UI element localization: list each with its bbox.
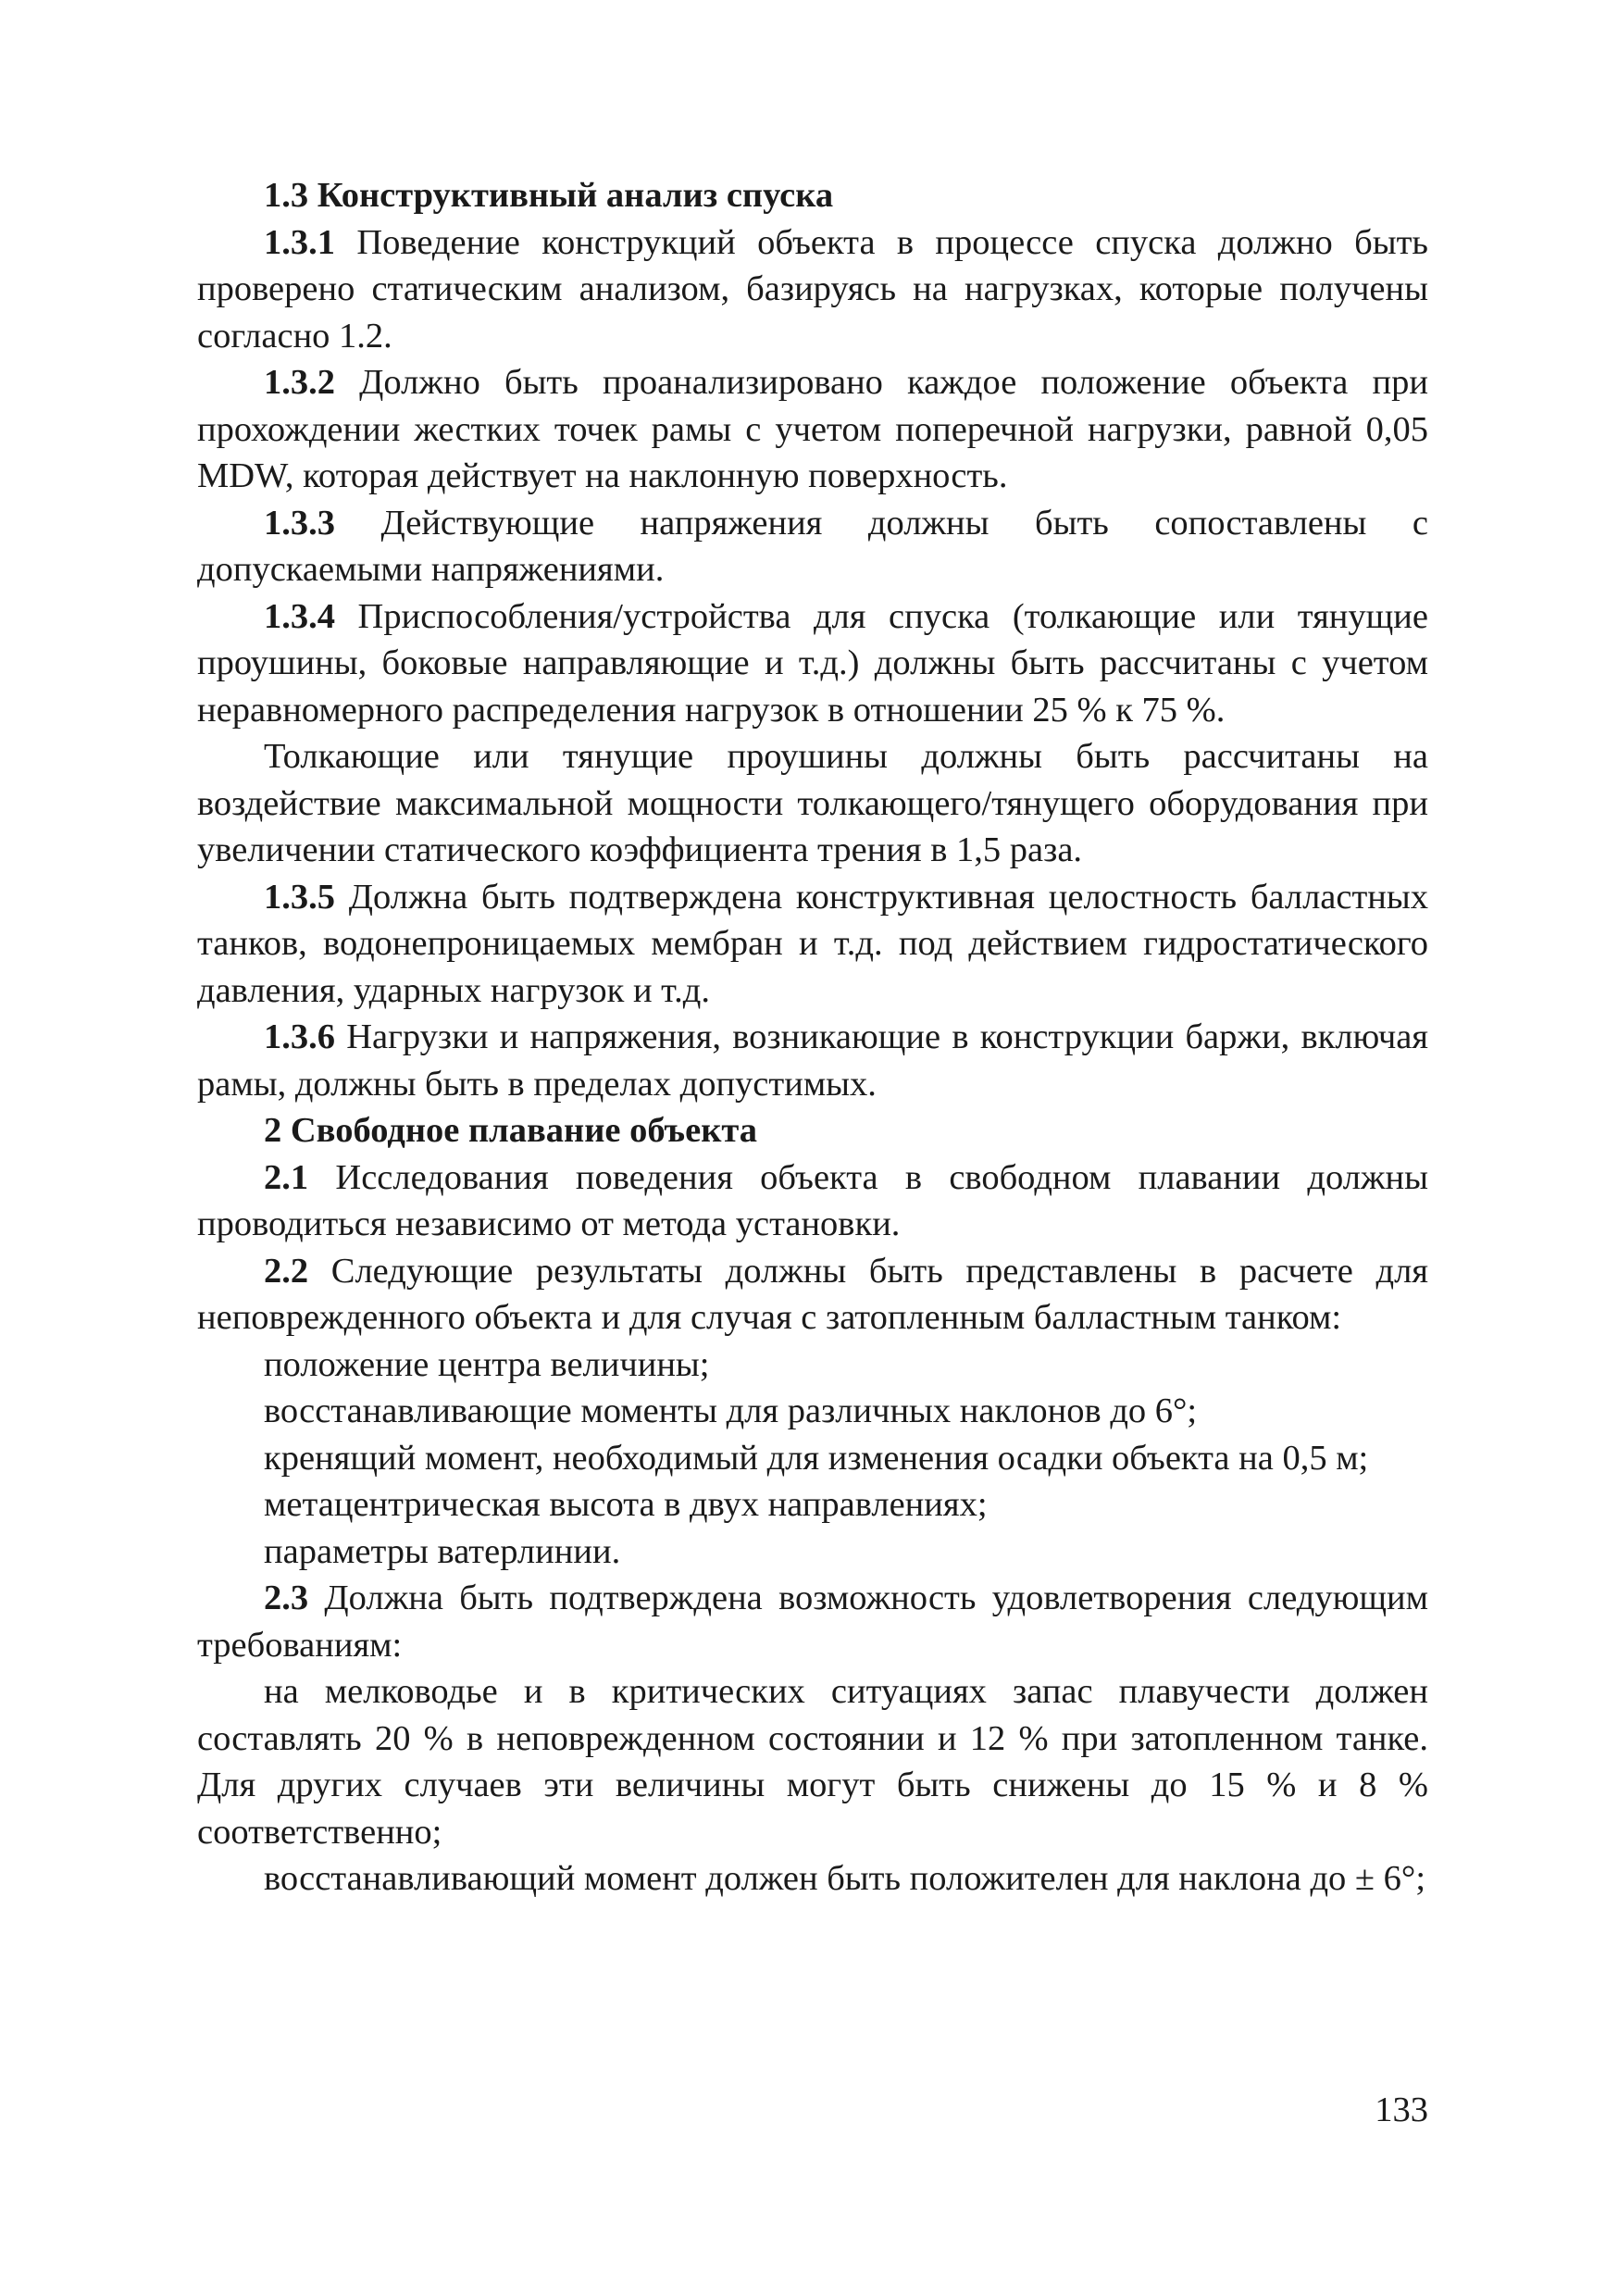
section-heading-1-3: 1.3 Конструктивный анализ спуска <box>264 176 834 215</box>
paragraph-1-3-4 <box>197 593 1428 734</box>
list-item: метацентрическая высота в двух направлениях; <box>264 1485 988 1524</box>
paragraph-2-1 <box>197 1154 1428 1248</box>
page-number: 133 <box>1375 2090 1428 2129</box>
paragraph-1-3-3 <box>197 500 1428 593</box>
section-heading-2: 2 Свободное плавание объекта <box>264 1111 758 1150</box>
list-item: параметры ватерлинии. <box>264 1531 621 1571</box>
clause-text: Приспособления/устройства для спуска (толкающие или тянущие проушины, боковые направляющие и т.д.) должны быть рассчитаны с учетом неравномерного распределения нагрузок в отношении 25 % к 75 %. <box>197 596 1428 730</box>
paragraph-1-3-5 <box>197 874 1428 1015</box>
clause-text: Должна быть подтверждена возможность удовлетворения следующим требованиям: <box>197 1578 1428 1665</box>
paragraph-2-2 <box>197 1248 1428 1341</box>
clause-text: Следующие результаты должны быть представлены в расчете для неповрежденного объекта и для случая с затопленным балластным танком: <box>197 1251 1428 1337</box>
paragraph-righting-moment-requirement: восстанавливающий момент должен быть положителен для наклона до ± 6°; <box>264 1859 1426 1898</box>
clause-number: 1.3.5 <box>264 877 335 917</box>
clause-number: 2.3 <box>264 1578 309 1617</box>
clause-number: 2.2 <box>264 1251 309 1291</box>
clause-number: 1.3.6 <box>264 1017 335 1056</box>
paragraph-buoyancy-requirement: на мелководье и в критических ситуациях запас плавучести должен составлять 20 % в неповрежденном состоянии и 12 % при затопленном танке. Для других случаев эти величины могут быть снижены до 15 % и 8 % соответственно; <box>197 1672 1428 1852</box>
clause-text: Должно быть проанализировано каждое положение объекта при прохождении жестких точек рамы с учетом поперечной нагрузки, равной 0,05 MDW, которая действует на наклонную поверхность. <box>197 363 1428 495</box>
list-item: восстанавливающие моменты для различных наклонов до 6°; <box>264 1391 1198 1430</box>
clause-number: 1.3.4 <box>264 596 335 636</box>
paragraph-1-3-6 <box>197 1014 1428 1107</box>
clause-text: Поведение конструкций объекта в процессе спуска должно быть проверено статическим анализом, базируясь на нагрузках, которые получены согласно 1.2. <box>197 222 1428 356</box>
clause-text: Исследования поведения объекта в свободном плавании должны проводиться независимо от метода установки. <box>197 1157 1428 1243</box>
paragraph-1-3-4-continued: Толкающие или тянущие проушины должны быть рассчитаны на воздействие максимальной мощности толкающего/тянущего оборудования при увеличении статического коэффициента трения в 1,5 раза. <box>197 737 1428 869</box>
clause-text: Нагрузки и напряжения, возникающие в конструкции баржи, включая рамы, должны быть в пределах допустимых. <box>197 1017 1428 1104</box>
clause-number: 1.3.1 <box>264 222 335 262</box>
document-body <box>197 172 1428 1903</box>
clause-number: 1.3.3 <box>264 503 335 543</box>
paragraph-2-3 <box>197 1575 1428 1668</box>
clause-text: Должна быть подтверждена конструктивная целостность балластных танков, водонепроницаемых мембран и т.д. под действием гидростатического давления, ударных нагрузок и т.д. <box>197 877 1428 1010</box>
paragraph-1-3-2 <box>197 359 1428 500</box>
clause-number: 1.3.2 <box>264 363 335 402</box>
list-item: положение центра величины; <box>264 1344 710 1384</box>
list-item: кренящий момент, необходимый для изменения осадки объекта на 0,5 м; <box>264 1438 1369 1478</box>
clause-text: Действующие напряжения должны быть сопоставлены с допускаемыми напряжениями. <box>197 503 1428 589</box>
paragraph-1-3-1 <box>197 219 1428 360</box>
clause-number: 2.1 <box>264 1157 309 1197</box>
